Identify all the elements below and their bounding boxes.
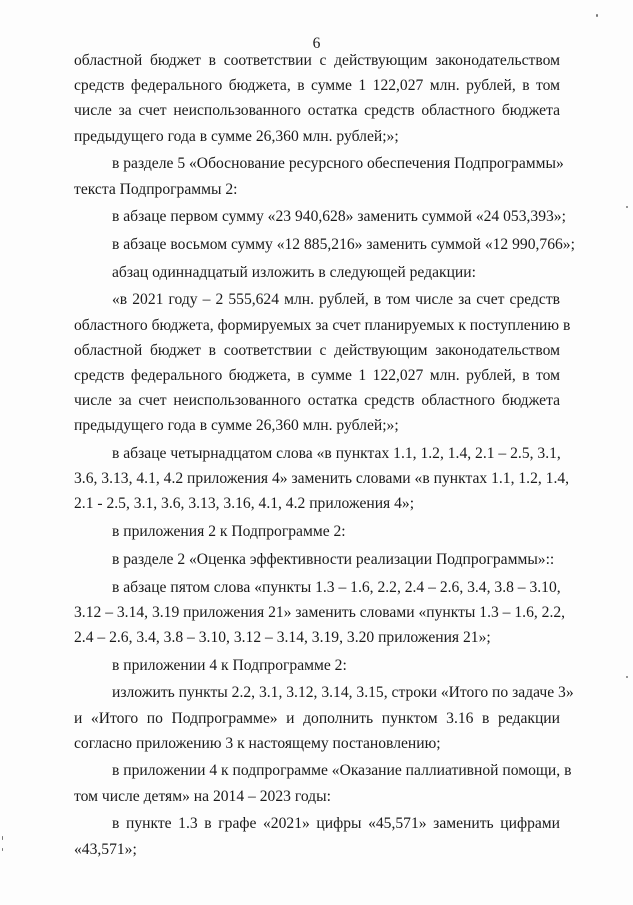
paragraph-line: 3.6, 3.13, 4.1, 4.2 приложения 4» заменить словами «в пунктах 1.1, 1.2, 1.4, [74,470,570,488]
paragraph-line: областного бюджета, формируемых за счет планируемых к поступлению в [74,316,571,334]
paragraph [74,232,575,257]
paragraph [74,653,560,678]
paragraph-line: предыдущего года в сумме 26,360 млн. рублей;»; [74,127,399,145]
paragraph-line: в приложении 4 к Подпрограмме 2: [112,656,347,674]
page-number: 6 [312,35,321,52]
paragraph-line: в абзаце четырнадцатом слова «в пунктах 1.1, 1.2, 1.4, 2.1 – 2.5, 3.1, [112,445,561,463]
paragraph [74,204,566,229]
paragraph [74,575,566,651]
paragraph [74,680,574,756]
paragraph-line: средств федерального бюджета, в сумме 1 122,027 млн. рублей, в том [74,77,560,95]
paragraph-line: согласно приложению 3 к настоящему постановлению; [74,734,441,752]
paragraph-line: «в 2021 году – 2 555,624 млн. рублей, в том числе за счет средств [112,291,560,309]
scan-speck [2,848,3,851]
paragraph-line: текста Подпрограммы 2: [74,180,238,198]
paragraph-line: 3.12 – 3.14, 3.19 приложения 21» заменить словами «пункты 1.3 – 1.6, 2.2, [74,603,566,621]
paragraph [74,811,560,861]
paragraph-line: «43,571»; [74,840,137,858]
paragraph-line: областной бюджет в соответствии с действующим законодательством [74,341,560,359]
paragraph-line: числе за счет неиспользованного остатка средств областного бюджета [74,102,560,120]
paragraph-line: областной бюджет в соответствии с действующим законодательством [74,52,560,69]
scan-speck [626,206,628,208]
paragraph [74,519,560,544]
paragraph-line: в пункте 1.3 в графе «2021» цифры «45,571» заменить цифрами [112,815,560,833]
paragraph [74,287,571,438]
document-body [74,48,575,862]
paragraph-line: в разделе 5 «Обоснование ресурсного обеспечения Подпрограммы» [112,155,564,173]
paragraph-line: в приложении 4 к подпрограмме «Оказание паллиативной помощи, в [112,762,572,780]
paragraph-line: в абзаце пятом слова «пункты 1.3 – 1.6, 2.2, 2.4 – 2.6, 3.4, 3.8 – 3.10, [112,578,561,596]
paragraph-line: изложить пункты 2.2, 3.1, 3.12, 3.14, 3.15, строки «Итого по задаче 3» [112,684,574,702]
paragraph-line: числе за счет неиспользованного остатка средств областного бюджета [74,392,560,410]
paragraph-line: 2.1 - 2.5, 3.1, 3.6, 3.13, 3.16, 4.1, 4.2 приложения 4»; [74,495,415,513]
paragraph [74,547,560,572]
paragraph-line: предыдущего года в сумме 26,360 млн. рублей;»; [74,417,399,435]
scan-speck [626,676,628,678]
paragraph [74,758,572,808]
paragraph-line: том числе детям» на 2014 – 2023 годы: [74,787,331,805]
scan-speck [2,836,3,840]
paragraph [74,260,560,285]
paragraph-line: абзац одиннадцатый изложить в следующей редакции: [112,263,476,281]
paragraph-line: средств федерального бюджета, в сумме 1 122,027 млн. рублей, в том [74,366,560,384]
paragraph-line: в абзаце восьмом сумму «12 885,216» заменить суммой «12 990,766»; [112,235,575,253]
paragraph-line: и «Итого по Подпрограмме» и дополнить пунктом 3.16 в редакции [74,709,560,727]
paragraph-line: 2.4 – 2.6, 3.4, 3.8 – 3.10, 3.12 – 3.14, 3.19, 3.20 приложения 21»; [74,628,491,646]
paragraph [74,151,564,201]
paragraph-line: в абзаце первом сумму «23 940,628» заменить суммой «24 053,393»; [112,208,566,226]
paragraph-line: в приложения 2 к Подпрограмме 2: [112,523,346,541]
paragraph [74,441,570,517]
paragraph [74,48,560,149]
paragraph-line: в разделе 2 «Оценка эффективности реализации Подпрограммы»:: [112,550,555,568]
scan-speck [596,14,598,17]
